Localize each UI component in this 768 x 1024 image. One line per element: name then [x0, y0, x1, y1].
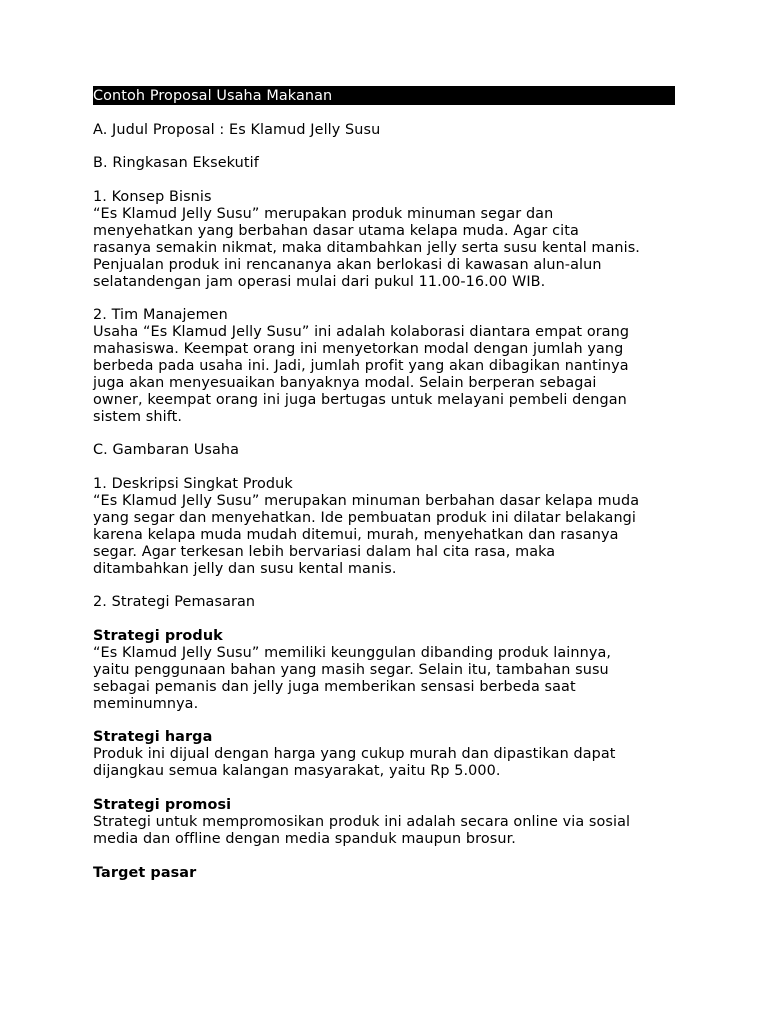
tim-manajemen-heading: 2. Tim Manajemen	[93, 307, 228, 323]
section-b-heading: B. Ringkasan Eksekutif	[93, 155, 259, 171]
paragraph-line: Strategi untuk mempromosikan produk ini adalah secara online via sosial	[93, 814, 631, 830]
paragraph-line: segar. Agar terkesan lebih bervariasi dalam hal cita rasa, maka	[93, 544, 556, 560]
target-pasar-heading: Target pasar	[93, 865, 197, 881]
paragraph-line: berbeda pada usaha ini. Jadi, jumlah profit yang akan dibagikan nantinya	[93, 358, 629, 374]
strategi-produk-heading: Strategi produk	[93, 628, 223, 644]
konsep-bisnis-heading: 1. Konsep Bisnis	[93, 189, 212, 205]
strategi-harga-heading: Strategi harga	[93, 729, 213, 745]
deskripsi-produk-paragraph	[93, 493, 678, 578]
paragraph-line: karena kelapa muda mudah ditemui, murah, menyehatkan dan rasanya	[93, 527, 619, 543]
paragraph-line: dijangkau semua kalangan masyarakat, yaitu Rp 5.000.	[93, 763, 501, 779]
strategi-promosi-paragraph	[93, 814, 678, 848]
document-title: Contoh Proposal Usaha Makanan	[93, 86, 675, 105]
paragraph-line: yang segar dan menyehatkan. Ide pembuatan produk ini dilatar belakangi	[93, 510, 637, 526]
paragraph-line: Produk ini dijual dengan harga yang cukup murah dan dipastikan dapat	[93, 746, 616, 762]
strategi-harga-paragraph	[93, 746, 678, 780]
section-c-heading: C. Gambaran Usaha	[93, 442, 240, 458]
paragraph-line: menyehatkan yang berbahan dasar utama kelapa muda. Agar cita	[93, 223, 579, 239]
paragraph-line: Penjualan produk ini rencananya akan berlokasi di kawasan alun-alun	[93, 257, 602, 273]
paragraph-line: rasanya semakin nikmat, maka ditambahkan jelly serta susu kental manis.	[93, 240, 640, 256]
paragraph-line: juga akan menyesuaikan banyaknya modal. Selain berperan sebagai	[93, 375, 597, 391]
paragraph-line: “Es Klamud Jelly Susu” merupakan produk minuman segar dan	[93, 206, 554, 222]
paragraph-line: yaitu penggunaan bahan yang masih segar. Selain itu, tambahan susu	[93, 662, 609, 678]
paragraph-line: owner, keempat orang ini juga bertugas untuk melayani pembeli dengan	[93, 392, 627, 408]
paragraph-line: meminumnya.	[93, 696, 199, 712]
konsep-bisnis-paragraph	[93, 206, 678, 291]
strategi-promosi-heading: Strategi promosi	[93, 797, 232, 813]
deskripsi-produk-heading: 1. Deskripsi Singkat Produk	[93, 476, 293, 492]
paragraph-line: “Es Klamud Jelly Susu” merupakan minuman berbahan dasar kelapa muda	[93, 493, 640, 509]
paragraph-line: Usaha “Es Klamud Jelly Susu” ini adalah kolaborasi diantara empat orang	[93, 324, 630, 340]
paragraph-line: mahasiswa. Keempat orang ini menyetorkan modal dengan jumlah yang	[93, 341, 624, 357]
paragraph-line: sebagai pemanis dan jelly juga memberikan sensasi berbeda saat	[93, 679, 576, 695]
paragraph-line: “Es Klamud Jelly Susu” memiliki keunggulan dibanding produk lainnya,	[93, 645, 612, 661]
strategi-pemasaran-heading: 2. Strategi Pemasaran	[93, 594, 256, 610]
paragraph-line: selatandengan jam operasi mulai dari pukul 11.00-16.00 WIB.	[93, 274, 546, 290]
document-page	[93, 86, 678, 882]
section-a-heading: A. Judul Proposal : Es Klamud Jelly Susu	[93, 122, 381, 138]
tim-manajemen-paragraph	[93, 324, 678, 426]
paragraph-line: media dan offline dengan media spanduk maupun brosur.	[93, 831, 516, 847]
paragraph-line: sistem shift.	[93, 409, 183, 425]
paragraph-line: ditambahkan jelly dan susu kental manis.	[93, 561, 397, 577]
strategi-produk-paragraph	[93, 645, 678, 713]
